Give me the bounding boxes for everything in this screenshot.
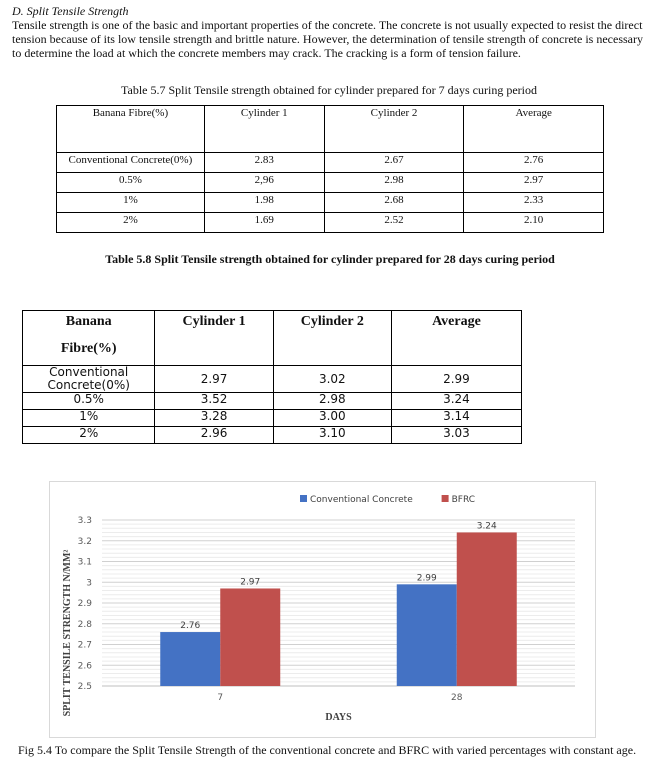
table-cell: 0.5% <box>23 393 155 410</box>
table2-header-cell: Cylinder 1 <box>155 311 273 366</box>
table-row <box>57 213 604 233</box>
table-row <box>23 366 522 393</box>
table2-header-cell <box>23 311 155 366</box>
y-tick-label: 2.9 <box>77 599 92 609</box>
bar-bfrc <box>457 532 517 686</box>
data-label: 2.99 <box>416 573 437 584</box>
y-tick-label: 2.8 <box>77 619 92 630</box>
table-cell: 3.28 <box>155 410 273 427</box>
y-tick-label: 3.3 <box>77 516 92 526</box>
table-cell: 2,96 <box>204 173 324 193</box>
table1-header-cell: Cylinder 1 <box>204 106 324 153</box>
table1-header-cell: Banana Fibre(%) <box>57 106 205 153</box>
table2-header-row <box>23 311 522 366</box>
table-row <box>57 173 604 193</box>
table-cell: 2.97 <box>155 366 273 393</box>
bar-bfrc <box>220 588 280 686</box>
table-cell-line: Concrete(0%) <box>47 378 130 392</box>
bar-conventional-concrete <box>160 632 220 686</box>
bar-conventional-concrete <box>397 584 457 686</box>
legend-label: Conventional Concrete <box>310 495 413 505</box>
table-cell-line: Conventional <box>49 365 129 379</box>
legend-label: BFRC <box>451 495 476 505</box>
table-cell <box>23 366 155 393</box>
table-cell: 3.02 <box>273 366 391 393</box>
x-tick-label: 28 <box>451 693 463 703</box>
y-tick-label: 2.6 <box>77 661 92 672</box>
table-row <box>57 193 604 213</box>
table2-caption: Table 5.8 Split Tensile strength obtained for cylinder prepared for 28 days curing period <box>105 252 555 266</box>
table2-header-cell: Average <box>391 311 521 366</box>
table-cell: 1.69 <box>204 213 324 233</box>
table-cell: 2% <box>23 427 155 444</box>
table-cell: 2.76 <box>464 153 604 173</box>
table-cell: 2.98 <box>273 393 391 410</box>
data-label: 2.97 <box>240 577 261 588</box>
table-cell: 2.97 <box>464 173 604 193</box>
table-cell: 2.67 <box>324 153 464 173</box>
table-cell: 2.99 <box>391 366 521 393</box>
figure-caption: Fig 5.4 To compare the Split Tensile Strength of the conventional concrete and BFRC with varied percentages with constant age. <box>18 743 637 757</box>
table-cell: 3.03 <box>391 427 521 444</box>
table-row <box>23 427 522 444</box>
table1-header-row <box>57 106 604 153</box>
table1-header-cell: Cylinder 2 <box>324 106 464 153</box>
data-label: 2.76 <box>180 621 201 632</box>
table-cell: 3.10 <box>273 427 391 444</box>
table-cell: 2.96 <box>155 427 273 444</box>
table2-header-line: Banana <box>65 314 112 329</box>
table-cell: 2.68 <box>324 193 464 213</box>
table2-header-line: Fibre(%) <box>60 341 117 356</box>
y-tick-label: 2.7 <box>77 640 92 651</box>
table-cell: 1.98 <box>204 193 324 213</box>
table-cell: 2.83 <box>204 153 324 173</box>
table-cell: 0.5% <box>57 173 205 193</box>
table-cell: 2.52 <box>324 213 464 233</box>
y-tick-label: 3.2 <box>77 536 92 547</box>
table-cell: Conventional Concrete(0%) <box>57 153 205 173</box>
x-tick-label: 7 <box>217 693 224 703</box>
table-row <box>23 393 522 410</box>
x-axis-title: DAYS <box>325 712 352 723</box>
y-tick-label: 2.5 <box>77 682 92 692</box>
y-tick-label: 3 <box>86 578 92 589</box>
table2-header-cell: Cylinder 2 <box>273 311 391 366</box>
table-cell: 1% <box>57 193 205 213</box>
legend-swatch <box>300 495 307 502</box>
chart-container <box>49 481 596 738</box>
y-axis-title: SPLIT TENSILE STRENGTH N/MM² <box>62 549 73 717</box>
table-row <box>23 410 522 427</box>
table-cell: 3.14 <box>391 410 521 427</box>
legend-swatch <box>442 495 449 502</box>
section-paragraph: Tensile strength is one of the basic and important properties of the concrete. The concrete is not usually expected to resist the direct tension because of its low tensile strength and brittle nature. However, the determination of tensile strength of concrete is necessary to determine the load at which the concrete members may crack. The cracking is a form of tension failure. <box>12 18 643 60</box>
bar-chart <box>50 482 595 737</box>
table2 <box>22 310 522 444</box>
table-cell: 2.98 <box>324 173 464 193</box>
table-cell: 2% <box>57 213 205 233</box>
table-cell: 2.33 <box>464 193 604 213</box>
table1 <box>56 105 604 233</box>
table-cell: 1% <box>23 410 155 427</box>
table-cell: 2.10 <box>464 213 604 233</box>
table-row <box>57 153 604 173</box>
table-cell: 3.52 <box>155 393 273 410</box>
table1-caption: Table 5.7 Split Tensile strength obtained for cylinder prepared for 7 days curing period <box>121 83 537 97</box>
data-label: 3.24 <box>476 521 497 532</box>
table-cell: 3.00 <box>273 410 391 427</box>
table-cell: 3.24 <box>391 393 521 410</box>
y-tick-label: 3.1 <box>77 557 92 568</box>
table1-header-cell: Average <box>464 106 604 153</box>
section-heading: D. Split Tensile Strength <box>12 4 129 18</box>
